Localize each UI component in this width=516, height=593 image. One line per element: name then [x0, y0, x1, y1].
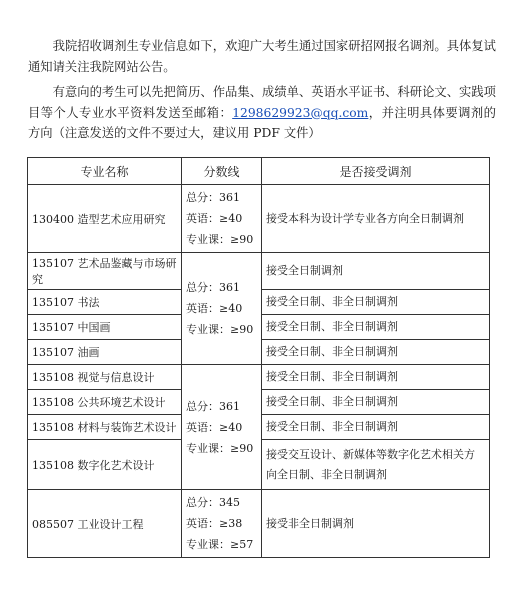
header-major: 专业名称: [28, 158, 182, 185]
score-cell: [182, 253, 262, 365]
major-name: 135108 数字化艺术设计: [28, 440, 182, 490]
contact-text: 有意向的考生可以先把简历、作品集、成绩单、英语水平证书、科研论文、实践项目等个人专业水平资料发送至邮箱：: [28, 85, 496, 120]
score-total: 总分：345: [186, 496, 240, 509]
table-row: [28, 490, 490, 558]
major-name: 135107 中国画: [28, 315, 182, 340]
major-name: 135108 公共环境艺术设计: [28, 390, 182, 415]
accept-text: 接受全日制、非全日制调剂: [262, 340, 490, 365]
score-major: 专业课：≥90: [186, 441, 254, 455]
major-name: 135108 材料与装饰艺术设计: [28, 415, 182, 440]
accept-text: 接受全日制、非全日制调剂: [262, 290, 490, 315]
score-english: 英语：≥40: [186, 302, 243, 315]
score-total: 总分：361: [186, 191, 240, 204]
score-major: 专业课：≥90: [186, 323, 254, 336]
table-header-row: [28, 158, 490, 185]
score-total: 总分：361: [186, 399, 240, 413]
score-english: 英语：≥40: [186, 420, 243, 434]
score-cell: [182, 185, 262, 253]
intro-text: 我院招收调剂生专业信息如下，欢迎广大考生通过国家研招网报名调剂。具体复试通知请关注我院网站公告。: [28, 39, 496, 74]
contact-paragraph: [28, 82, 496, 144]
score-major: 专业课：≥57: [186, 538, 254, 551]
major-name: 135107 艺术品鉴藏与市场研究: [28, 253, 182, 290]
header-score: 分数线: [182, 158, 262, 185]
email-link[interactable]: 1298629923@qq.com: [232, 105, 369, 120]
major-name: 085507 工业设计工程: [28, 490, 182, 558]
major-name: 135108 视觉与信息设计: [28, 365, 182, 390]
table-row: [28, 253, 490, 290]
contact-note: ，并注明具体要调剂的方向（注意发送的文件不要过大，建议用 PDF 文件）: [28, 105, 496, 140]
accept-text: 接受全日制、非全日制调剂: [262, 415, 490, 440]
accept-text: 接受全日制调剂: [262, 253, 490, 290]
accept-text: 接受交互设计、新媒体等数字化艺术相关方向全日制、非全日制调剂: [262, 440, 490, 490]
score-major: 专业课：≥90: [186, 233, 254, 246]
score-english: 英语：≥38: [186, 517, 243, 530]
table-row: [28, 365, 490, 390]
intro-paragraph: [28, 36, 496, 77]
accept-text: 接受非全日制调剂: [262, 490, 490, 558]
score-english: 英语：≥40: [186, 212, 243, 225]
accept-text: 接受全日制、非全日制调剂: [262, 390, 490, 415]
accept-text: 接受全日制、非全日制调剂: [262, 315, 490, 340]
accept-text: 接受全日制、非全日制调剂: [262, 365, 490, 390]
adjustment-table: [27, 157, 490, 558]
table-row: [28, 185, 490, 253]
score-cell: [182, 365, 262, 490]
major-name: 135107 书法: [28, 290, 182, 315]
score-total: 总分：361: [186, 281, 240, 294]
score-cell: [182, 490, 262, 558]
major-name: 135107 油画: [28, 340, 182, 365]
accept-text: 接受本科为设计学专业各方向全日制调剂: [262, 185, 490, 253]
major-name: 130400 造型艺术应用研究: [28, 185, 182, 253]
header-accept: 是否接受调剂: [262, 158, 490, 185]
